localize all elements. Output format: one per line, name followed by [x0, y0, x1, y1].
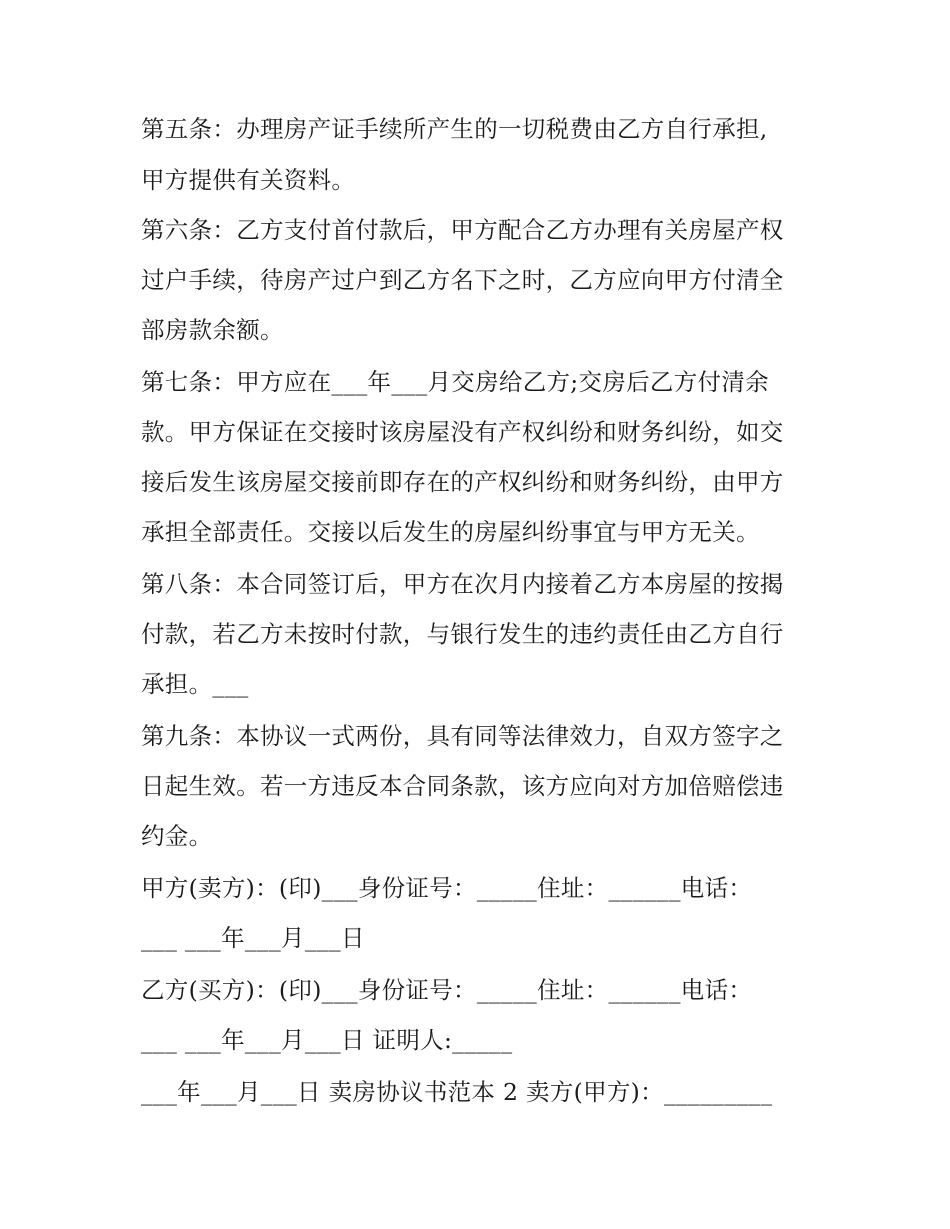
party-b-info-line: 乙方(买方)：(印)___身份证号：_____住址：______电话：	[141, 976, 753, 1004]
article-8-line-3: 承担。___	[141, 670, 249, 698]
article-7-line-3: 接后发生该房屋交接前即存在的产权纠纷和财务纠纷，由甲方	[141, 468, 784, 496]
article-6-line-3: 部房款余额。	[141, 316, 284, 344]
article-6-line-1: 第六条：乙方支付首付款后，甲方配合乙方办理有关房屋产权	[141, 216, 784, 244]
article-9-line-1: 第九条：本协议一式两份，具有同等法律效力，自双方签字之	[141, 722, 784, 750]
article-7-line-2: 款。甲方保证在交接时该房屋没有产权纠纷和财务纠纷，如交	[141, 418, 784, 446]
article-5-line-1: 第五条：办理房产证手续所产生的一切税费由乙方自行承担,	[141, 115, 768, 143]
article-6-line-2: 过户手续，待房产过户到乙方名下之时，乙方应向甲方付清全	[141, 266, 784, 294]
article-7-line-1: 第七条：甲方应在___年___月交房给乙方;交房后乙方付清余	[141, 368, 769, 396]
article-8-line-2: 付款，若乙方未按时付款，与银行发生的违约责任由乙方自行	[141, 620, 784, 648]
sample-2-heading-line: ___年___月___日 卖房协议书范本 2 卖方(甲方)：_________	[141, 1078, 773, 1106]
article-9-line-2: 日起生效。若一方违反本合同条款，该方应向对方加倍赔偿违	[141, 772, 784, 800]
article-7-line-4: 承担全部责任。交接以后发生的房屋纠纷事宜与甲方无关。	[141, 518, 760, 546]
party-a-info-line: 甲方(卖方)：(印)___身份证号：_____住址：______电话：	[141, 874, 753, 902]
article-8-line-1: 第八条：本合同签订后，甲方在次月内接着乙方本房屋的按揭	[141, 570, 784, 598]
party-a-date-line: ___ ___年___月___日	[141, 924, 365, 952]
article-9-line-3: 约金。	[141, 822, 213, 850]
article-5-line-2: 甲方提供有关资料。	[141, 166, 356, 194]
party-b-date-witness-line: ___ ___年___月___日 证明人:_____	[141, 1026, 513, 1054]
